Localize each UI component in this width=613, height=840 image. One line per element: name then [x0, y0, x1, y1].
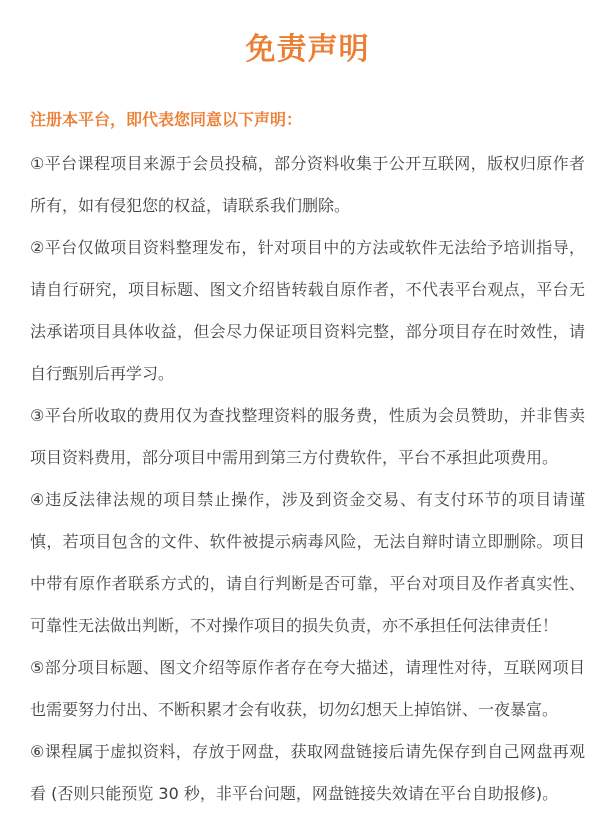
- disclaimer-paragraph-3: ③平台所收取的费用仅为查找整理资料的服务费，性质为会员赞助，并非售卖项目资料费用，部分项目中需用到第三方付费软件，平台不承担此项费用。: [30, 406, 585, 467]
- page-title: 免责声明: [245, 32, 370, 67]
- disclaimer-body: [30, 143, 585, 815]
- disclaimer-paragraph-4: ④违反法律法规的项目禁止操作，涉及到资金交易、有支付环节的项目请谨慎，若项目包含的文件、软件被提示病毒风险，无法自辩时请立即删除。项目中带有原作者联系方式的，请自行判断是否可靠，平台对项目及作者真实性、可靠性无法做出判断，不对操作项目的损失负责，亦不承担任何法律责任！: [30, 490, 585, 635]
- disclaimer-paragraph-6: ⑥课程属于虚拟资料，存放于网盘，获取网盘链接后请先保存到自己网盘再观看 (否则只能预览 30 秒，非平台问题，网盘链接失效请在平台自助报修)。: [30, 742, 585, 803]
- intro-statement: 注册本平台，即代表您同意以下声明：: [30, 110, 303, 129]
- disclaimer-paragraph-1: ①平台课程项目来源于会员投稿，部分资料收集于公开互联网，版权归原作者所有，如有侵犯您的权益，请联系我们删除。: [30, 154, 585, 215]
- disclaimer-paragraph-5: ⑤部分项目标题、图文介绍等原作者存在夸大描述，请理性对待，互联网项目也需要努力付出、不断积累才会有收获，切勿幻想天上掉馅饼、一夜暴富。: [30, 658, 585, 719]
- disclaimer-paragraph-2: ②平台仅做项目资料整理发布，针对项目中的方法或软件无法给予培训指导，请自行研究，项目标题、图文介绍皆转载自原作者，不代表平台观点，平台无法承诺项目具体收益，但会尽力保证项目资料完整，部分项目存在时效性，请自行甄别后再学习。: [30, 238, 585, 383]
